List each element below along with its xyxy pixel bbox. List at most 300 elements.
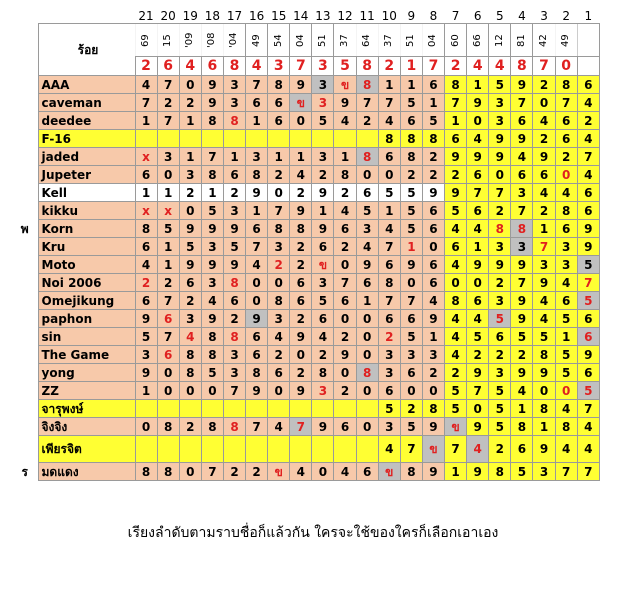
value-cell: 2 [489, 202, 511, 220]
value-cell: 9 [422, 310, 444, 328]
column-number: 21 [135, 8, 157, 24]
value-cell: 9 [246, 310, 268, 328]
value-cell: 2 [223, 310, 245, 328]
value-cell: 9 [135, 310, 157, 328]
value-cell: 2 [290, 364, 312, 382]
value-cell: 0 [356, 382, 378, 400]
value-cell: 7 [511, 94, 533, 112]
value-cell: 8 [511, 418, 533, 436]
value-cell: 2 [268, 346, 290, 364]
value-cell: 7 [577, 148, 599, 166]
value-cell: 6 [400, 112, 422, 130]
value-cell: 4 [334, 112, 356, 130]
header-digit: 6 [201, 57, 223, 76]
value-cell: 4 [268, 418, 290, 436]
row-name: The Game [38, 346, 135, 364]
value-cell [179, 130, 201, 148]
value-cell: 8 [445, 76, 467, 94]
value-cell: 2 [334, 184, 356, 202]
value-cell: 4 [201, 292, 223, 310]
value-cell: 9 [445, 148, 467, 166]
value-cell: 2 [533, 76, 555, 94]
value-cell [135, 130, 157, 148]
value-cell: 8 [268, 76, 290, 94]
value-cell: 9 [577, 238, 599, 256]
value-cell: 1 [378, 76, 400, 94]
value-cell: 2 [489, 346, 511, 364]
value-cell: 5 [201, 364, 223, 382]
value-cell: 5 [312, 112, 334, 130]
value-cell: 1 [400, 76, 422, 94]
value-cell: 7 [511, 202, 533, 220]
value-cell: 2 [268, 166, 290, 184]
value-cell: 9 [467, 418, 489, 436]
value-cell [157, 130, 179, 148]
row-marker [12, 256, 38, 274]
column-code: '04 [223, 24, 245, 57]
value-cell: 6 [334, 292, 356, 310]
row-name: paphon [38, 310, 135, 328]
value-cell: 8 [135, 463, 157, 481]
value-cell: 1 [157, 256, 179, 274]
value-cell: 2 [334, 382, 356, 400]
value-cell: 9 [223, 220, 245, 238]
value-cell: x [135, 148, 157, 166]
value-cell: 5 [422, 112, 444, 130]
value-cell: 9 [533, 274, 555, 292]
value-cell: 6 [356, 463, 378, 481]
value-cell: 8 [157, 463, 179, 481]
row-name: เพียรจิต [38, 436, 135, 463]
value-cell [223, 400, 245, 418]
value-cell: 0 [179, 76, 201, 94]
value-cell: 0 [533, 382, 555, 400]
value-cell: 6 [400, 310, 422, 328]
value-cell: 4 [246, 256, 268, 274]
value-cell: 2 [135, 274, 157, 292]
value-cell: 0 [312, 463, 334, 481]
value-cell: 6 [378, 256, 400, 274]
value-cell [290, 400, 312, 418]
value-cell: 9 [511, 130, 533, 148]
value-cell [268, 436, 290, 463]
value-cell: 8 [201, 346, 223, 364]
value-cell: 0 [356, 346, 378, 364]
value-cell: 2 [400, 166, 422, 184]
value-cell: 5 [400, 418, 422, 436]
value-cell: 6 [268, 94, 290, 112]
value-cell: 8 [533, 346, 555, 364]
value-cell: 2 [223, 463, 245, 481]
value-cell: 2 [246, 463, 268, 481]
column-number: 17 [223, 8, 245, 24]
row-marker [12, 24, 38, 57]
value-cell: 4 [533, 112, 555, 130]
value-cell: 0 [400, 382, 422, 400]
value-cell: 1 [246, 202, 268, 220]
caption-text: เรียงลำดับตามราบชื่อก็แล้วกัน ใครจะใช้ของใครก็เลือกเอาเอง [127, 525, 499, 541]
value-cell: ข [378, 463, 400, 481]
value-cell: 1 [400, 238, 422, 256]
value-cell: 0 [179, 382, 201, 400]
value-cell: 4 [533, 310, 555, 328]
row-name: sin [38, 328, 135, 346]
value-cell: 3 [378, 418, 400, 436]
column-number: 19 [179, 8, 201, 24]
value-cell: 8 [157, 418, 179, 436]
value-cell: 9 [179, 220, 201, 238]
value-cell: 9 [511, 292, 533, 310]
column-number: 12 [334, 8, 356, 24]
value-cell: 0 [157, 364, 179, 382]
value-cell: 2 [179, 418, 201, 436]
header-digit: 7 [422, 57, 444, 76]
column-number: 5 [489, 8, 511, 24]
value-cell: 5 [511, 463, 533, 481]
value-cell: 3 [268, 310, 290, 328]
header-digit: 3 [268, 57, 290, 76]
column-code: 04 [290, 24, 312, 57]
value-cell: 5 [400, 328, 422, 346]
value-cell: 7 [157, 112, 179, 130]
header-digit: 8 [223, 57, 245, 76]
value-cell: 3 [223, 94, 245, 112]
value-cell: 5 [400, 220, 422, 238]
value-cell: 3 [489, 112, 511, 130]
value-cell: 4 [135, 256, 157, 274]
row-marker [12, 418, 38, 436]
value-cell: 3 [489, 292, 511, 310]
value-cell: 6 [511, 166, 533, 184]
column-number: 2 [555, 8, 577, 24]
column-code: '08 [201, 24, 223, 57]
value-cell: 0 [356, 418, 378, 436]
value-cell: 3 [533, 256, 555, 274]
value-cell: 3 [179, 166, 201, 184]
value-cell: 6 [577, 364, 599, 382]
value-cell: 2 [290, 256, 312, 274]
value-cell: 4 [577, 130, 599, 148]
value-cell: 6 [577, 76, 599, 94]
value-cell: 8 [223, 328, 245, 346]
value-cell: 1 [157, 184, 179, 202]
value-cell: 9 [422, 184, 444, 202]
value-cell: 2 [290, 310, 312, 328]
value-cell: 4 [577, 94, 599, 112]
header-digit: 7 [290, 57, 312, 76]
value-cell: 4 [445, 310, 467, 328]
column-code: 60 [445, 24, 467, 57]
column-number: 20 [157, 8, 179, 24]
value-cell: 2 [378, 328, 400, 346]
value-cell: 6 [157, 310, 179, 328]
row-name: caveman [38, 94, 135, 112]
row-name: Korn [38, 220, 135, 238]
value-cell: 6 [445, 130, 467, 148]
row-name: Kru [38, 238, 135, 256]
header-digit: 1 [400, 57, 422, 76]
value-cell: 1 [334, 148, 356, 166]
value-cell: 6 [312, 310, 334, 328]
value-cell: ข [334, 76, 356, 94]
value-cell: 4 [268, 328, 290, 346]
value-cell: 3 [533, 463, 555, 481]
value-cell: 2 [356, 112, 378, 130]
row-marker [12, 382, 38, 400]
value-cell: 0 [489, 166, 511, 184]
value-cell: 9 [334, 346, 356, 364]
column-number: 4 [511, 8, 533, 24]
value-cell: 3 [312, 382, 334, 400]
value-cell: 8 [511, 220, 533, 238]
value-cell: 1 [246, 112, 268, 130]
value-cell: 3 [201, 274, 223, 292]
value-cell: 8 [135, 220, 157, 238]
header-digit: 7 [533, 57, 555, 76]
value-cell: 8 [179, 346, 201, 364]
value-cell: 9 [312, 220, 334, 238]
value-cell [356, 436, 378, 463]
value-cell: 2 [223, 184, 245, 202]
value-cell: 0 [356, 328, 378, 346]
value-cell: 8 [400, 148, 422, 166]
value-cell: 6 [378, 148, 400, 166]
value-cell: 8 [334, 166, 356, 184]
value-cell: 2 [334, 238, 356, 256]
value-cell: 5 [489, 400, 511, 418]
column-code: 42 [533, 24, 555, 57]
value-cell: 0 [378, 166, 400, 184]
value-cell: 7 [577, 463, 599, 481]
value-cell: 3 [223, 202, 245, 220]
value-cell: 8 [555, 418, 577, 436]
value-cell: 4 [179, 328, 201, 346]
column-number: 3 [533, 8, 555, 24]
value-cell: 7 [467, 382, 489, 400]
header-digit: 4 [246, 57, 268, 76]
value-cell: 7 [201, 463, 223, 481]
value-cell: 4 [555, 400, 577, 418]
value-cell: 7 [400, 436, 422, 463]
value-cell: 5 [179, 238, 201, 256]
value-cell: 3 [511, 238, 533, 256]
value-cell: 2 [489, 436, 511, 463]
value-cell: 1 [555, 328, 577, 346]
value-cell: 2 [511, 346, 533, 364]
value-cell: 2 [489, 274, 511, 292]
column-code: 51 [400, 24, 422, 57]
value-cell: 7 [400, 292, 422, 310]
value-cell [312, 130, 334, 148]
header-digit: 4 [179, 57, 201, 76]
row-marker [12, 364, 38, 382]
value-cell: 0 [422, 382, 444, 400]
value-cell: 4 [290, 463, 312, 481]
value-cell: 0 [356, 310, 378, 328]
column-code: 04 [422, 24, 444, 57]
header-digit [577, 57, 599, 76]
value-cell: 5 [555, 364, 577, 382]
value-cell: 5 [489, 310, 511, 328]
value-cell: 6 [246, 328, 268, 346]
value-cell: 1 [201, 184, 223, 202]
value-cell: 8 [400, 463, 422, 481]
value-cell: 3 [223, 346, 245, 364]
value-cell: 2 [290, 184, 312, 202]
value-cell: 6 [467, 202, 489, 220]
column-code: 54 [268, 24, 290, 57]
value-cell: 6 [422, 202, 444, 220]
value-cell: 9 [290, 202, 312, 220]
value-cell: 6 [555, 292, 577, 310]
value-cell [356, 130, 378, 148]
value-cell: 9 [290, 328, 312, 346]
row-marker [12, 76, 38, 94]
value-cell: 5 [201, 202, 223, 220]
column-code: 69 [135, 24, 157, 57]
value-cell: x [135, 202, 157, 220]
value-cell: 9 [246, 382, 268, 400]
value-cell: 8 [290, 220, 312, 238]
value-cell: 7 [201, 148, 223, 166]
value-cell: x [157, 202, 179, 220]
row-marker [12, 292, 38, 310]
value-cell: 7 [577, 400, 599, 418]
value-cell: 9 [577, 220, 599, 238]
value-cell: 3 [135, 346, 157, 364]
value-cell: 1 [223, 148, 245, 166]
row-marker [12, 8, 38, 24]
value-cell: 4 [135, 76, 157, 94]
row-marker [12, 94, 38, 112]
value-cell: 6 [422, 76, 444, 94]
value-cell: 2 [555, 148, 577, 166]
value-cell: 9 [201, 76, 223, 94]
value-cell: 6 [334, 418, 356, 436]
value-cell: 7 [246, 238, 268, 256]
value-cell: 0 [201, 382, 223, 400]
value-cell: 9 [201, 256, 223, 274]
row-name: มดแดง [38, 463, 135, 481]
value-cell: 9 [533, 436, 555, 463]
row-marker [12, 346, 38, 364]
value-cell: 9 [135, 364, 157, 382]
value-cell: 4 [445, 220, 467, 238]
value-cell: 6 [577, 310, 599, 328]
value-cell: ข [290, 94, 312, 112]
value-cell: 3 [223, 364, 245, 382]
value-cell: 1 [445, 463, 467, 481]
column-number: 15 [268, 8, 290, 24]
column-number: 1 [577, 8, 599, 24]
value-cell: 2 [467, 346, 489, 364]
value-cell: 9 [400, 256, 422, 274]
sheet-title: ร้อย [38, 24, 135, 76]
value-cell: 7 [334, 274, 356, 292]
value-cell: 9 [489, 148, 511, 166]
column-code: 51 [312, 24, 334, 57]
result-grid [12, 8, 600, 481]
value-cell: 9 [312, 184, 334, 202]
value-cell: 5 [577, 292, 599, 310]
column-code: 64 [356, 24, 378, 57]
value-cell [334, 130, 356, 148]
value-cell [246, 436, 268, 463]
row-name: จารุพงษ์ [38, 400, 135, 418]
value-cell: 4 [555, 436, 577, 463]
value-cell: 3 [157, 148, 179, 166]
column-code: 15 [157, 24, 179, 57]
value-cell: 8 [179, 364, 201, 382]
value-cell: 5 [555, 346, 577, 364]
value-cell: 6 [511, 112, 533, 130]
value-cell: 9 [511, 310, 533, 328]
value-cell [334, 400, 356, 418]
value-cell: 8 [555, 76, 577, 94]
value-cell: 3 [312, 94, 334, 112]
value-cell: 3 [223, 76, 245, 94]
value-cell: 1 [290, 148, 312, 166]
value-cell: 8 [422, 130, 444, 148]
value-cell: 5 [489, 382, 511, 400]
value-cell: 9 [467, 94, 489, 112]
column-code: '09 [179, 24, 201, 57]
column-number: 6 [467, 8, 489, 24]
column-code: 66 [467, 24, 489, 57]
value-cell: 4 [467, 310, 489, 328]
value-cell: 6 [467, 292, 489, 310]
value-cell: 5 [577, 382, 599, 400]
column-number: 11 [356, 8, 378, 24]
value-cell: 4 [577, 418, 599, 436]
value-cell: 6 [555, 112, 577, 130]
value-cell: 9 [533, 148, 555, 166]
value-cell [179, 400, 201, 418]
value-cell: 6 [246, 220, 268, 238]
row-marker [12, 436, 38, 463]
value-cell [312, 400, 334, 418]
row-marker: พ [20, 221, 29, 236]
value-cell: 8 [223, 112, 245, 130]
value-cell: 3 [489, 364, 511, 382]
value-cell: 1 [135, 184, 157, 202]
value-cell: 9 [467, 256, 489, 274]
value-cell: 5 [157, 220, 179, 238]
value-cell: 1 [312, 202, 334, 220]
value-cell: 4 [334, 463, 356, 481]
value-cell: 7 [135, 94, 157, 112]
value-cell: 9 [246, 184, 268, 202]
value-cell: 9 [290, 76, 312, 94]
value-cell: 4 [312, 328, 334, 346]
value-cell: 4 [467, 220, 489, 238]
value-cell: 6 [378, 310, 400, 328]
value-cell: 9 [577, 346, 599, 364]
value-cell [201, 130, 223, 148]
value-cell: 4 [467, 436, 489, 463]
column-code: 81 [511, 24, 533, 57]
value-cell: 6 [223, 292, 245, 310]
value-cell: 1 [157, 238, 179, 256]
value-cell: 5 [445, 202, 467, 220]
value-cell: 2 [179, 94, 201, 112]
header-corner [38, 8, 135, 24]
value-cell: 3 [268, 238, 290, 256]
value-cell: 3 [489, 94, 511, 112]
value-cell: 7 [555, 463, 577, 481]
value-cell: 9 [467, 463, 489, 481]
value-cell: 2 [179, 184, 201, 202]
